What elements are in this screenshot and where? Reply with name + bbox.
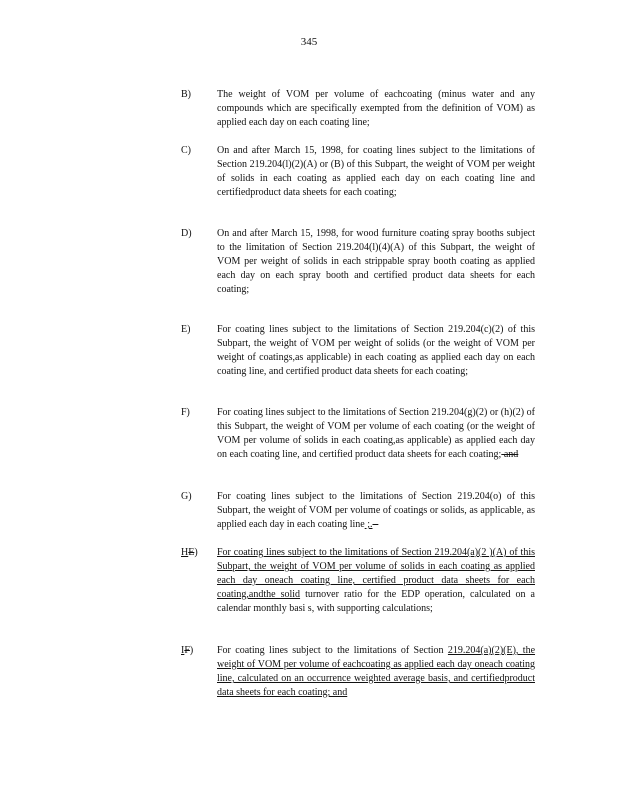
- item-text-body: For coating lines subject to the limitations of Section: [217, 645, 444, 656]
- label-inserted: H: [181, 547, 189, 558]
- item-label: B): [181, 89, 191, 100]
- label-inserted: I: [181, 645, 185, 656]
- item-label: D): [181, 228, 192, 239]
- item-text-body: turnover ratio for the EDP operation, calculated on a calendar monthly basi s, with supporting calculations;: [217, 589, 535, 614]
- inserted-text: ;.: [364, 519, 373, 530]
- item-text-body: For coating lines subject to the limitations of Section 219.204(g)(2) or (h)(2) of this Subpart, the weight of VOM per volume of each coating (or the weight of VOM per volume of solids in each coating,as applicable) as applied each day on each coating line, and certified product data sheets for each coating;: [217, 407, 535, 460]
- inserted-text: 219.204(a)(2)(E), the weight of VOM per volume of eachcoating as applied each day oneach coating line, calculated on an occurrence weighted average basis, and certifiedproduct data sheets for each coating; and: [217, 645, 536, 698]
- item-label: F): [181, 407, 190, 418]
- item-label: C): [181, 145, 191, 156]
- item-text: [217, 644, 535, 700]
- inserted-text: For coating lines subject to the limitations of Section 219.204(a)(2 )(A) of this Subpart, the weight of VOM per volume of solids in each coating as applied each day oneach coating line, certified product data sheets for each coating,andthe solid: [217, 547, 535, 600]
- label-end: ): [189, 645, 194, 656]
- item-label: [181, 644, 211, 658]
- item-text: [217, 546, 535, 616]
- item-text: The weight of VOM per volume of eachcoating (minus water and any compounds which are specifically exempted from the definition of VOM) as applied each day on each coating line;: [217, 89, 535, 128]
- item-text: [217, 490, 535, 532]
- item-label: G): [181, 491, 192, 502]
- item-text: For coating lines subject to the limitations of Section 219.204(c)(2) of this Subpart, the weight of VOM per weight of solids (or the weight of VOM per weight of coatings,as applicable) in each coating as applied each day on each coating line, and certified product data sheets for each coating;: [217, 324, 535, 377]
- label-end: ): [194, 547, 198, 558]
- item-text: On and after March 15, 1998, for coating lines subject to the limitations of Section 219.204(l)(2)(A) or (B) of this Subpart, the weight of VOM per weight of solids in each coating as applied each day on each coating line and certifiedproduct data sheets for each coating;: [217, 145, 535, 198]
- item-label: E): [181, 324, 191, 335]
- label-deleted: E: [188, 547, 195, 558]
- deleted-text: and: [501, 449, 519, 460]
- item-text: On and after March 15, 1998, for wood furniture coating spray booths subject to the limitation of Section 219.204(l)(4)(A) of this Subpart, the weight of VOM per weight of solids in each strippable spray booth coating as applied each day on each spray booth and certified product data sheets for each coating;: [217, 228, 535, 295]
- item-text-body: For coating lines subject to the limitations of Section 219.204(o) of this Subpart, the weight of VOM per volume of coatings or solids, as applicable, as applied each day in each coating line: [217, 491, 535, 530]
- item-label: [181, 546, 211, 560]
- page-number: 345: [300, 36, 318, 48]
- label-deleted: F: [184, 645, 190, 656]
- deleted-text: -: [372, 519, 379, 530]
- item-text: [217, 406, 535, 462]
